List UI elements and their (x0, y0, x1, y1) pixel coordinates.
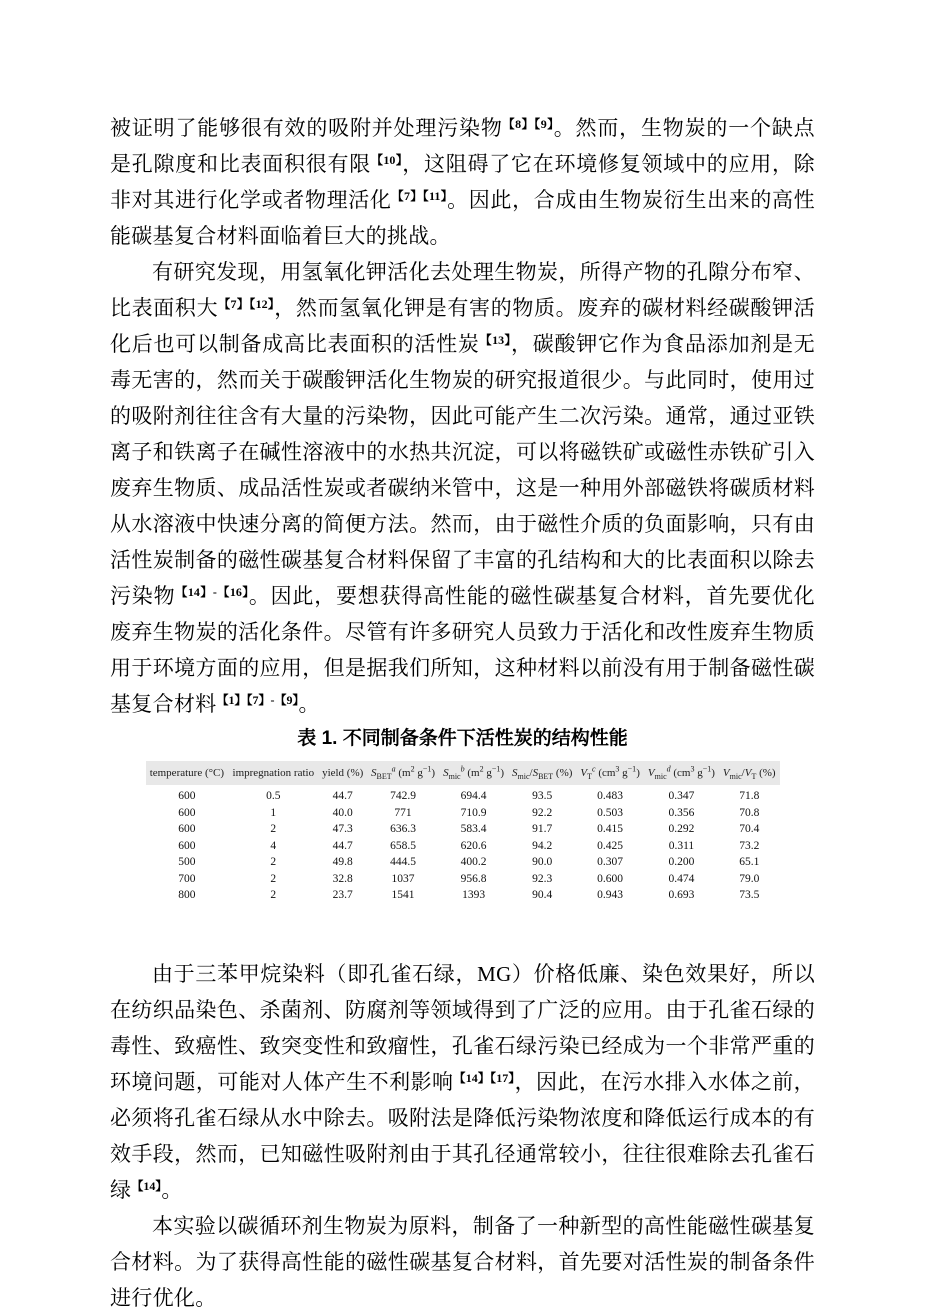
table-header-cell: $V_T^c$ ($cm^3$ $g^{-1}$) (576, 761, 643, 785)
table-cell: 600 (178, 806, 196, 819)
paragraph-malachite-green: 由于三苯甲烷染料（即孔雀石绿，MG）价格低廉、染色效果好，所以在纺织品染色、杀菌剂、防腐剂等领域得到了广泛的应用。由于孔雀石绿的毒性、致癌性、致突变性和致瘤性，孔雀石绿污染已经成为一个非常严重的环境问题，可能对人体产生不利影响$^{【14】【17】}$，因此，在污水排入水体之前，必须将孔雀石绿从水中除去。吸附法是降低污染物浓度和降低运行成本的有效手段，然而，已知磁性吸附剂由于其孔径通常较小，往往很难除去孔雀石绿$^{【14】}$。 (110, 961, 815, 1202)
table-cell: 0.943 (597, 889, 624, 901)
table-row (146, 805, 780, 822)
table-cell: 44.7 (332, 839, 353, 852)
table-cell: 47.3 (332, 823, 353, 835)
table-cell: 0.600 (597, 872, 624, 885)
table-cell: 500 (178, 856, 196, 868)
table-header-cell: $V_{mic}^d$ ($cm^3$ $g^{-1}$) (644, 761, 719, 785)
table-header-cell: $V_{mic}/V_T$ (%) (719, 761, 779, 785)
table-cell: 700 (178, 872, 196, 885)
table-cell: 583.4 (460, 823, 487, 835)
table-cell: 0.483 (597, 790, 624, 802)
table-header-cell: yield (%) (318, 761, 367, 785)
table-header-cell: $S_{BET}^a$ ($m^2$ $g^{-1}$) (367, 761, 439, 785)
table-cell: 771 (394, 806, 412, 819)
table-cell: 620.6 (460, 839, 487, 852)
table-cell: 44.7 (332, 790, 353, 802)
table-cell: 0.356 (668, 806, 695, 819)
table-cell: 70.8 (739, 806, 760, 819)
table-cell: 1541 (391, 889, 415, 901)
table-header-cell: impregnation ratio (228, 761, 318, 785)
results-table-container (146, 761, 780, 904)
table-cell: 800 (178, 889, 196, 901)
table-cell: 600 (178, 839, 196, 852)
table-cell: 400.2 (460, 856, 487, 868)
table-cell: 73.5 (739, 889, 760, 901)
table-cell: 956.8 (460, 872, 487, 885)
table-cell: 0.503 (597, 806, 624, 819)
table-row (146, 821, 780, 838)
table-cell: 94.2 (532, 839, 553, 852)
table-header-cell: temperature (°C) (146, 761, 229, 785)
paragraph-intro-biochar: 被证明了能够很有效的吸附并处理污染物$^{【8】【9】}$。然而，生物炭的一个缺点是孔隙度和比表面积很有限$^{【10】}$，这阻碍了它在环境修复领域中的应用，除非对其进行化学或者物理活化$^{【7】【11】}$。因此，合成由生物炭衍生出来的高性能碳基复合材料面临着巨大的挑战。 (110, 116, 815, 248)
table-cell: 2 (270, 872, 277, 885)
table-cell: 23.7 (332, 889, 353, 901)
table-cell: 0.474 (668, 872, 695, 885)
table-cell: 0.5 (266, 790, 281, 802)
table-cell: 0.347 (668, 790, 695, 802)
table-cell: 32.8 (332, 872, 353, 885)
table-caption: 表 1. 不同制备条件下活性炭的结构性能 (297, 728, 628, 749)
table-cell: 0.292 (668, 823, 695, 835)
paragraph-experiment-summary: 本实验以碳循环剂生物炭为原料，制备了一种新型的高性能磁性碳基复合材料。为了获得高性能的磁性碳基复合材料，首先要对活性炭的制备条件进行优化。 (110, 1213, 815, 1310)
table-cell: 1037 (391, 872, 415, 885)
table-header-cell: $S_{mic}^b$ ($m^2$ $g^{-1}$) (439, 761, 508, 785)
table-cell: 93.5 (532, 790, 553, 802)
table-cell: 694.4 (460, 790, 487, 802)
table-cell: 40.0 (332, 806, 353, 819)
table-cell: 2 (270, 889, 277, 901)
table-cell: 658.5 (390, 839, 416, 852)
table-row (146, 887, 780, 904)
table-row (146, 785, 780, 805)
table-cell: 2 (270, 856, 277, 868)
table-cell: 91.7 (532, 823, 553, 835)
table-cell: 0.307 (597, 856, 624, 868)
table-cell: 0.200 (668, 856, 695, 868)
table-cell: 4 (270, 839, 277, 852)
table-body (146, 785, 780, 904)
table-header-row (146, 761, 780, 785)
table-cell: 600 (178, 790, 196, 802)
table-cell: 49.8 (332, 856, 353, 868)
table-cell: 444.5 (390, 856, 416, 868)
table-row (146, 854, 780, 871)
table-cell: 71.8 (739, 790, 760, 802)
table-cell: 90.4 (532, 889, 553, 901)
table-cell: 92.3 (532, 872, 553, 885)
paragraph-activation-research: 有研究发现，用氢氧化钾活化去处理生物炭，所得产物的孔隙分布窄、比表面积大$^{【7】【12】}$，然而氢氧化钾是有害的物质。废弃的碳材料经碳酸钾活化后也可以制备成高比表面积的活性炭$^{【13】}$，碳酸钾它作为食品添加剂是无毒无害的，然而关于碳酸钾活化生物炭的研究报道很少。与此同时，使用过的吸附剂往往含有大量的污染物，因此可能产生二次污染。通常，通过亚铁离子和铁离子在碱性溶液中的水热共沉淀，可以将磁铁矿或磁性赤铁矿引入废弃生物质、成品活性炭或者碳纳米管中，这是一种用外部磁铁将碳质材料从水溶液中快速分离的简便方法。然而，由于磁性介质的负面影响，只有由活性炭制备的磁性碳基复合材料保留了丰富的孔结构和大的比表面积以除去污染物$^{【14】-【16】}$。因此，要想获得高性能的磁性碳基复合材料，首先要优化废弃生物炭的活化条件。尽管有许多研究人员致力于活化和改性废弃生物质用于环境方面的应用，但是据我们所知，这种材料以前没有用于制备磁性碳基复合材料$^{【1】【7】-【9】}$。 (110, 260, 815, 716)
table-cell: 600 (178, 823, 196, 835)
table-cell: 70.4 (739, 823, 760, 835)
table-cell: 1 (270, 806, 277, 819)
table-cell: 0.311 (668, 839, 695, 852)
table-header-cell: $S_{mic}/S_{BET}$ (%) (508, 761, 576, 785)
table-row (146, 871, 780, 888)
table-cell: 0.425 (597, 839, 624, 852)
table-cell: 1393 (462, 889, 486, 901)
table-cell: 79.0 (739, 872, 760, 885)
table-cell: 636.3 (390, 823, 416, 835)
table-cell: 90.0 (532, 856, 553, 868)
table-cell: 92.2 (532, 806, 553, 819)
table-cell: 65.1 (739, 856, 760, 868)
table-cell: 710.9 (460, 806, 487, 819)
table-row (146, 838, 780, 855)
table-head (146, 761, 780, 785)
activated-carbon-properties-table (146, 761, 780, 904)
table-cell: 742.9 (390, 790, 416, 802)
table-cell: 0.693 (668, 889, 695, 901)
table-cell: 2 (270, 823, 277, 835)
table-cell: 0.415 (597, 823, 624, 835)
table-cell: 73.2 (739, 839, 760, 852)
